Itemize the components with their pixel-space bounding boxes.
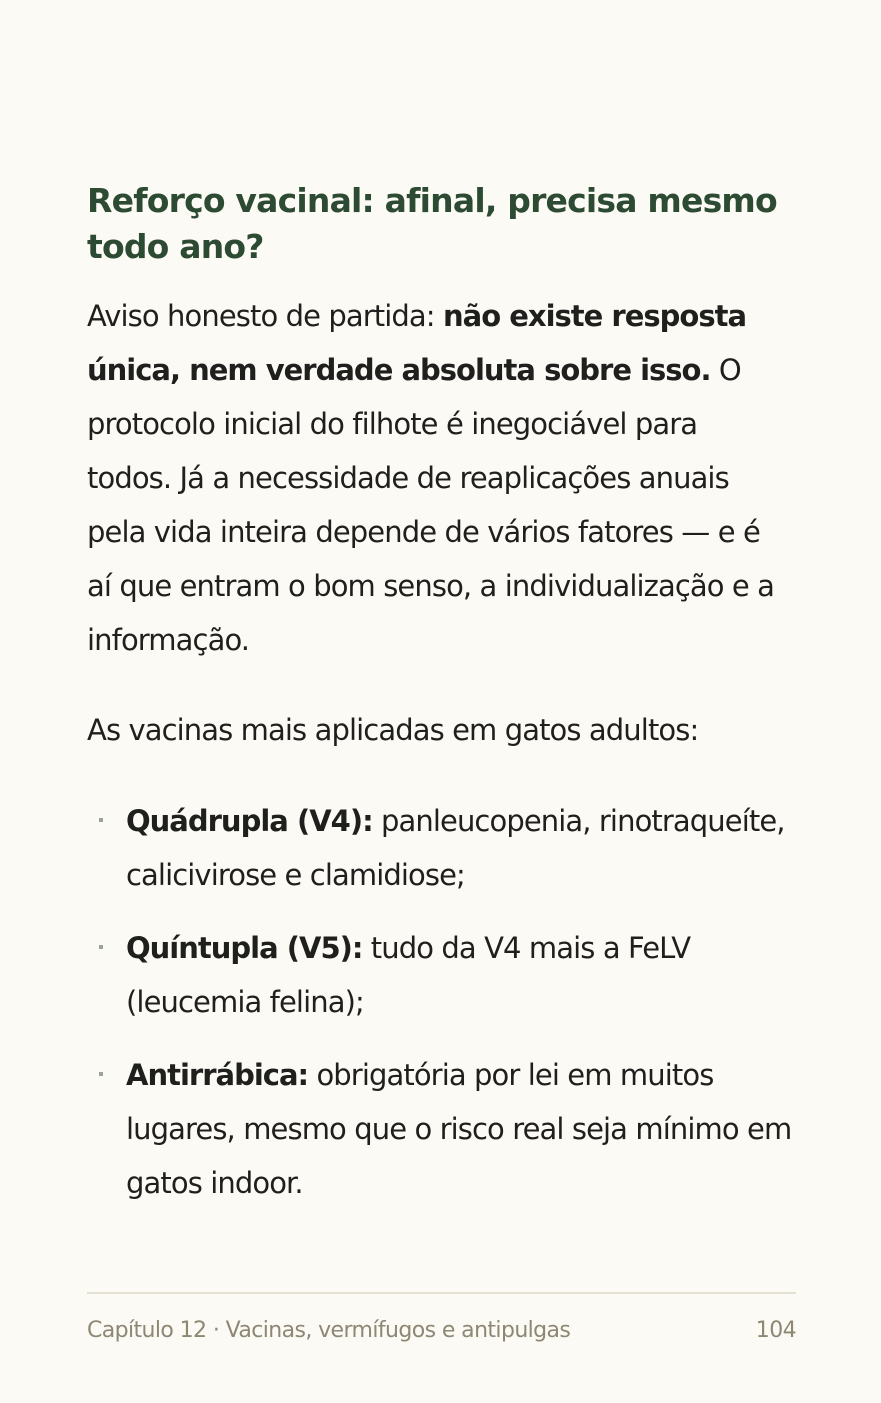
vaccine-description: panleucopenia, rinotraqueíte, calicivirose e clamidiose; bbox=[126, 804, 785, 892]
vaccine-list bbox=[87, 794, 802, 1229]
intro-emphasis: não existe resposta única, nem verdade absoluta sobre isso. bbox=[87, 299, 747, 387]
list-item bbox=[87, 921, 802, 1029]
vaccine-name: Quíntupla (V5): bbox=[126, 931, 363, 965]
footer-divider bbox=[87, 1292, 796, 1294]
vaccine-description: tudo da V4 mais a FeLV (leucemia felina); bbox=[126, 931, 691, 1019]
vaccine-name: Quádrupla (V4): bbox=[126, 804, 373, 838]
bullet-icon bbox=[99, 945, 103, 949]
intro-paragraph bbox=[87, 289, 787, 667]
vaccine-name: Antirrábica: bbox=[126, 1058, 309, 1092]
list-item bbox=[87, 794, 802, 902]
page-number: 104 bbox=[755, 1318, 796, 1343]
intro-lead: Aviso honesto de partida: bbox=[87, 299, 443, 333]
bullet-icon bbox=[99, 1072, 103, 1076]
vaccine-description: obrigatória por lei em muitos lugares, mesmo que o risco real seja mínimo em gatos indoor. bbox=[126, 1058, 792, 1200]
section-title: Reforço vacinal: afinal, precisa mesmo todo ano? bbox=[87, 181, 777, 266]
bullet-icon bbox=[99, 818, 103, 822]
intro-rest: O protocolo inicial do filhote é inegociável para todos. Já a necessidade de reaplicações anuais pela vida inteira depende de vários fatores — e é aí que entram o bom senso, a individualização e a informação. bbox=[87, 353, 775, 657]
list-item bbox=[87, 1048, 802, 1210]
list-intro: As vacinas mais aplicadas em gatos adultos: bbox=[87, 713, 699, 747]
chapter-title: Capítulo 12 · Vacinas, vermífugos e antipulgas bbox=[87, 1318, 571, 1343]
